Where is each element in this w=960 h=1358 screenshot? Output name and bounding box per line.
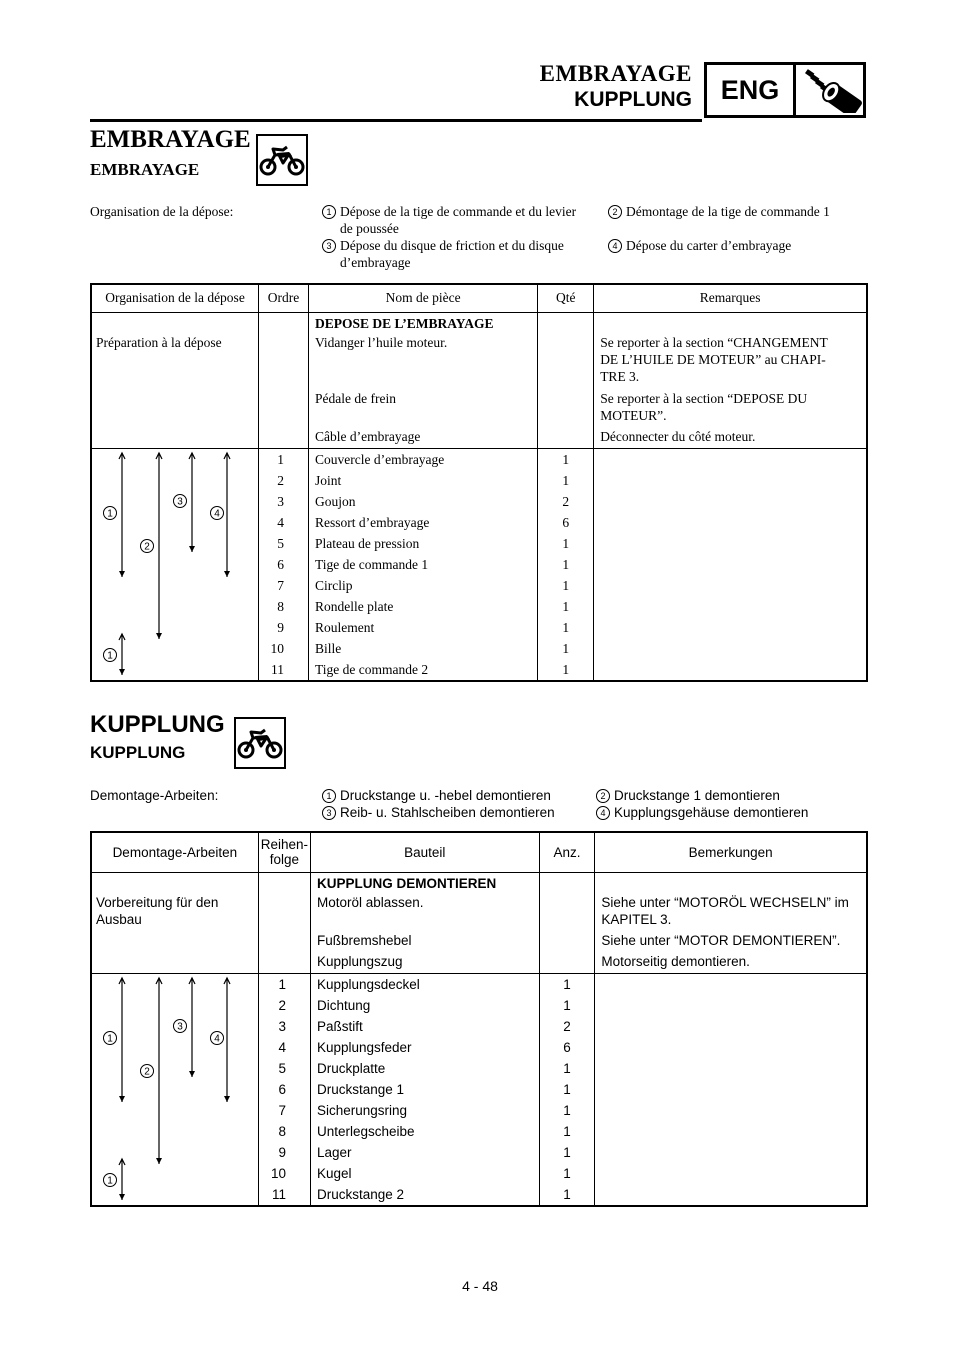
fr-org-item-2: 2 Démontage de la tige de commande 1 [608, 203, 868, 220]
sequence-arrow [174, 453, 196, 552]
part-qty: 1 [538, 533, 594, 554]
header-title-de: KUPPLUNG [574, 88, 692, 111]
de-col-part: Bauteil [310, 832, 539, 872]
de-org-item-2: 2 Druckstange 1 demontieren [596, 787, 780, 804]
part-qty: 2 [538, 491, 594, 512]
part-qty: 1 [538, 638, 594, 659]
table-row [91, 953, 867, 974]
svg-text:1: 1 [107, 1033, 113, 1045]
part-order: 4 [258, 1037, 310, 1058]
de-prep-heading: KUPPLUNG DEMONTIEREN [310, 872, 539, 894]
fr-prep-remark: Se reporter à la section “CHANGEMENT DE L’HUILE DE MOTEUR” au CHAPI-TRE 3. [600, 334, 828, 384]
eng-label: ENG [707, 65, 796, 115]
part-order: 7 [258, 1100, 310, 1121]
fr-disassembly-table [90, 283, 868, 682]
part-order: 9 [259, 617, 309, 638]
fr-prep-heading: DEPOSE DE L’EMBRAYAGE [308, 312, 537, 334]
de-org-item-3: 3 Reib- u. Stahlscheiben demontieren [322, 804, 555, 821]
de-col-remarks: Bemerkungen [595, 832, 867, 872]
part-name: Tige de commande 1 [308, 554, 537, 575]
part-qty: 1 [539, 995, 595, 1016]
fr-org-num-3: 3 [322, 239, 336, 253]
table-row [91, 894, 867, 932]
sequence-arrow [211, 978, 231, 1102]
part-qty: 1 [539, 1100, 595, 1121]
fr-col-order: Ordre [259, 284, 309, 312]
sequence-arrow [141, 978, 163, 1164]
part-order: 11 [259, 659, 309, 681]
part-order: 8 [258, 1121, 310, 1142]
part-order: 1 [258, 974, 310, 996]
de-org-label: Demontage-Arbeiten: [90, 788, 219, 803]
part-order: 7 [259, 575, 309, 596]
part-name: Joint [308, 470, 537, 491]
page-number: 4 - 48 [462, 1278, 498, 1294]
engine-spring-icon [796, 65, 863, 115]
fr-org-num-1: 1 [322, 205, 336, 219]
de-sequence-diagram [91, 974, 258, 1207]
part-qty: 1 [539, 1121, 595, 1142]
motorcycle-icon [237, 726, 283, 760]
fr-col-part: Nom de pièce [308, 284, 537, 312]
part-qty: 1 [539, 1079, 595, 1100]
table-row [91, 428, 867, 449]
part-qty: 6 [538, 512, 594, 533]
part-qty: 6 [539, 1037, 595, 1058]
fr-prep-org: Préparation à la dépose [91, 334, 259, 390]
eng-badge [704, 62, 866, 118]
table-row [91, 390, 867, 428]
de-prep-remark: Siehe unter “MOTOR DEMONTIEREN”. [601, 932, 841, 948]
de-org-num-2: 2 [596, 789, 610, 803]
de-table-header [91, 832, 867, 872]
part-name: Roulement [308, 617, 537, 638]
part-qty: 1 [538, 575, 594, 596]
de-disassembly-table [90, 831, 868, 1207]
part-qty: 1 [538, 470, 594, 491]
part-order: 10 [259, 638, 309, 659]
header-title-fr: EMBRAYAGE [539, 61, 692, 86]
fr-org-label: Organisation de la dépose: [90, 204, 234, 219]
part-qty: 1 [538, 617, 594, 638]
part-name: Druckstange 2 [310, 1184, 539, 1206]
fr-parts-body [91, 449, 867, 682]
fr-sequence-diagram [91, 449, 259, 682]
part-name: Sicherungsring [310, 1100, 539, 1121]
part-name: Dichtung [310, 995, 539, 1016]
fr-org-item-4: 4 Dépose du carter d’embrayage [608, 237, 868, 254]
part-order: 5 [258, 1058, 310, 1079]
fr-prep-part: Pédale de frein [308, 390, 537, 428]
part-qty: 1 [539, 974, 595, 996]
fr-motorcycle-icon-box [256, 134, 308, 186]
part-order: 8 [259, 596, 309, 617]
part-qty: 1 [539, 1142, 595, 1163]
svg-text:1: 1 [107, 1175, 113, 1187]
sequence-arrow [141, 453, 163, 639]
de-col-qty: Anz. [539, 832, 595, 872]
fr-org-item-3: 3 Dépose du disque de friction et du disque d’embrayage [322, 237, 592, 271]
svg-text:4: 4 [214, 1033, 220, 1045]
svg-text:1: 1 [107, 508, 113, 520]
svg-text:2: 2 [144, 541, 150, 553]
fr-prep-part: Vidanger l’huile moteur. [308, 334, 537, 390]
sequence-arrow [104, 978, 126, 1102]
part-order: 6 [258, 1079, 310, 1100]
fr-section-subtitle: EMBRAYAGE [90, 160, 200, 179]
part-name: Circlip [308, 575, 537, 596]
sequence-arrow [104, 634, 126, 675]
de-col-org: Demontage-Arbeiten [91, 832, 258, 872]
de-org-num-4: 4 [596, 806, 610, 820]
part-qty: 1 [538, 659, 594, 681]
de-section-title: KUPPLUNG [90, 711, 225, 738]
de-org-num-1: 1 [322, 789, 336, 803]
fr-org-num-4: 4 [608, 239, 622, 253]
de-org-item-4: 4 Kupplungsgehäuse demontieren [596, 804, 808, 821]
part-name: Kupplungsdeckel [310, 974, 539, 996]
table-row [91, 449, 867, 471]
part-order: 9 [258, 1142, 310, 1163]
part-name: Couvercle d’embrayage [308, 449, 537, 471]
de-prep-remark: Siehe unter “MOTORÖL WECHSELN” im KAPITEL 3. [601, 894, 849, 927]
de-prep-part: Motoröl ablassen. [310, 894, 539, 932]
part-qty: 1 [538, 449, 594, 471]
svg-text:4: 4 [214, 508, 220, 520]
part-name: Bille [308, 638, 537, 659]
part-order: 3 [259, 491, 309, 512]
fr-prep-remark: Se reporter à la section “DEPOSE DU MOTEUR”. [600, 390, 808, 423]
svg-text:1: 1 [107, 650, 113, 662]
sequence-arrow [104, 453, 126, 577]
part-name: Unterlegscheibe [310, 1121, 539, 1142]
part-order: 2 [258, 995, 310, 1016]
part-name: Druckstange 1 [310, 1079, 539, 1100]
motorcycle-icon [259, 143, 305, 177]
part-name: Lager [310, 1142, 539, 1163]
part-qty: 2 [539, 1016, 595, 1037]
de-section-subtitle: KUPPLUNG [90, 743, 186, 762]
fr-org-num-2: 2 [608, 205, 622, 219]
de-parts-body [91, 974, 867, 1207]
de-motorcycle-icon-box [234, 717, 286, 769]
table-row [91, 334, 867, 390]
de-prep-part: Fußbremshebel [310, 932, 539, 953]
part-name: Paßstift [310, 1016, 539, 1037]
header-rule [90, 119, 702, 122]
part-order: 1 [259, 449, 309, 471]
svg-text:3: 3 [177, 496, 183, 508]
table-row [91, 872, 867, 894]
part-name: Kugel [310, 1163, 539, 1184]
part-name: Rondelle plate [308, 596, 537, 617]
de-col-order: Reihen-folge [258, 832, 310, 872]
fr-col-remarks: Remarques [594, 284, 867, 312]
part-name: Plateau de pression [308, 533, 537, 554]
fr-table-header [91, 284, 867, 312]
part-order: 10 [258, 1163, 310, 1184]
part-order: 11 [258, 1184, 310, 1206]
part-qty: 1 [539, 1163, 595, 1184]
de-prep-part: Kupplungszug [310, 953, 539, 974]
fr-col-org: Organisation de la dépose [91, 284, 259, 312]
sequence-arrow [211, 453, 231, 577]
part-order: 2 [259, 470, 309, 491]
fr-section-title: EMBRAYAGE [90, 126, 251, 153]
fr-col-qty: Qté [538, 284, 594, 312]
fr-prep-remark: Déconnecter du côté moteur. [600, 428, 756, 444]
svg-text:2: 2 [144, 1066, 150, 1078]
part-name: Ressort d’embrayage [308, 512, 537, 533]
part-qty: 1 [538, 554, 594, 575]
part-qty: 1 [539, 1058, 595, 1079]
sequence-arrow [174, 978, 196, 1077]
de-org-num-3: 3 [322, 806, 336, 820]
fr-org-item-1: 1 Dépose de la tige de commande et du levier de poussée [322, 203, 592, 237]
sequence-arrow [104, 1159, 126, 1200]
part-name: Druckplatte [310, 1058, 539, 1079]
part-qty: 1 [539, 1184, 595, 1206]
part-order: 3 [258, 1016, 310, 1037]
part-order: 5 [259, 533, 309, 554]
part-name: Goujon [308, 491, 537, 512]
table-row [91, 312, 867, 334]
de-prep-remark: Motorseitig demontieren. [601, 953, 750, 969]
part-order: 6 [259, 554, 309, 575]
de-org-item-1: 1 Druckstange u. -hebel demontieren [322, 787, 551, 804]
part-name: Kupplungsfeder [310, 1037, 539, 1058]
svg-text:3: 3 [177, 1021, 183, 1033]
table-row [91, 932, 867, 953]
de-prep-org: Vorbereitung für den Ausbau [91, 894, 258, 932]
table-row [91, 974, 867, 996]
part-order: 4 [259, 512, 309, 533]
part-qty: 1 [538, 596, 594, 617]
fr-prep-part: Câble d’embrayage [308, 428, 537, 449]
part-name: Tige de commande 2 [308, 659, 537, 681]
